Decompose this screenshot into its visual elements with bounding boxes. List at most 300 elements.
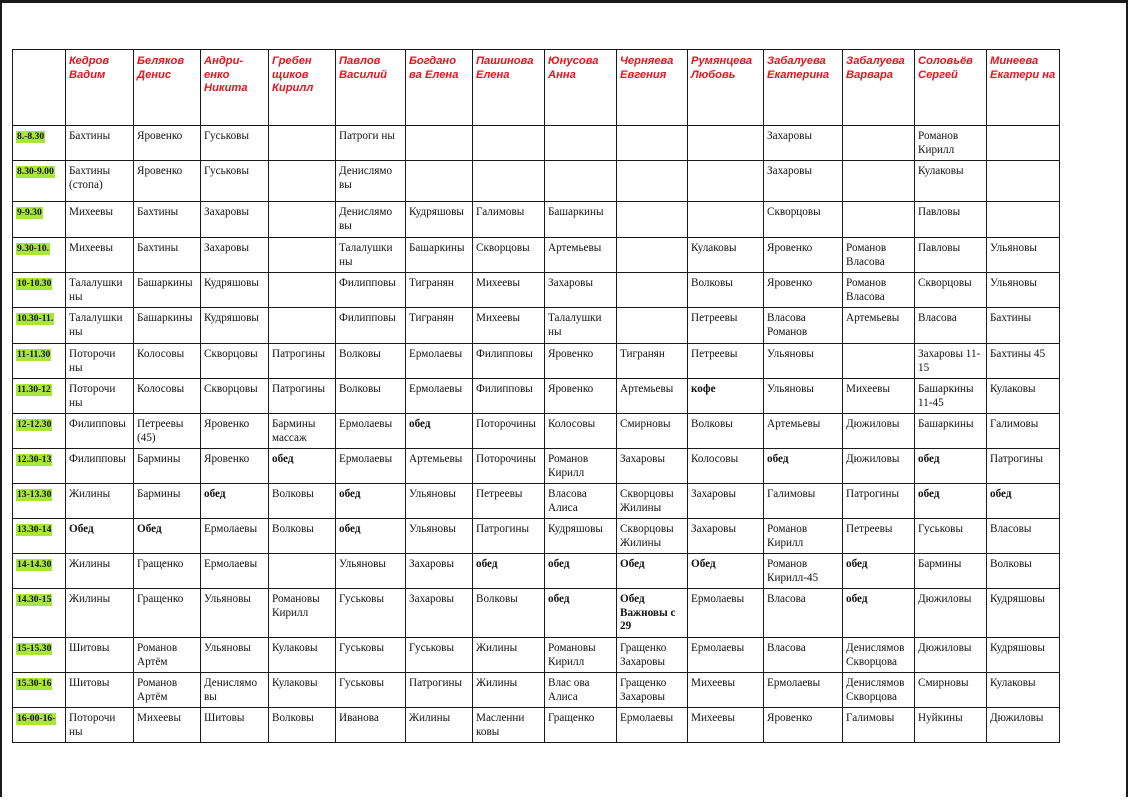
schedule-cell: Колосовы xyxy=(134,379,201,414)
schedule-cell xyxy=(473,126,545,161)
schedule-cell: Петреевы (45) xyxy=(134,414,201,449)
schedule-cell: обед xyxy=(406,414,473,449)
schedule-cell: Кудряшовы xyxy=(201,308,269,344)
schedule-cell: Романов Кирилл xyxy=(764,519,843,554)
schedule-cell: Филипповы xyxy=(473,379,545,414)
schedule-cell: Гуськовы xyxy=(406,638,473,673)
schedule-cell: обед xyxy=(336,484,406,519)
schedule-cell: Дюжиловы xyxy=(987,708,1060,743)
schedule-cell: Романовы Кирилл xyxy=(545,638,617,673)
schedule-cell: Дюжиловы xyxy=(915,638,987,673)
schedule-cell: обед xyxy=(545,589,617,638)
table-row xyxy=(13,554,1060,589)
schedule-cell: Поторочины xyxy=(473,414,545,449)
schedule-cell: Власова xyxy=(764,589,843,638)
schedule-cell: Галимовы xyxy=(843,708,915,743)
header-child-name: Юнусова Анна xyxy=(545,50,617,126)
schedule-cell: Ермолаевы xyxy=(201,554,269,589)
schedule-cell: Патрогины xyxy=(843,484,915,519)
schedule-cell: обед xyxy=(764,449,843,484)
schedule-cell: Волковы xyxy=(269,519,336,554)
schedule-cell: Власова xyxy=(764,638,843,673)
schedule-cell: Патроги ны xyxy=(336,126,406,161)
schedule-cell: Галимовы xyxy=(764,484,843,519)
schedule-cell: обед xyxy=(987,484,1060,519)
schedule-cell: Скворцовы xyxy=(915,273,987,308)
schedule-cell: Гуськовы xyxy=(915,519,987,554)
schedule-cell: Башаркины xyxy=(134,273,201,308)
schedule-cell: Башаркины xyxy=(134,308,201,344)
schedule-cell: Михеевы xyxy=(66,238,134,273)
table-row xyxy=(13,673,1060,708)
table-row xyxy=(13,344,1060,379)
schedule-cell: Михеевы xyxy=(473,308,545,344)
time-slot-label: 13-13.30 xyxy=(17,489,52,500)
schedule-cell: Артемьевы xyxy=(545,238,617,273)
schedule-cell: Захаровы xyxy=(617,449,688,484)
time-slot-label: 16-00-16- xyxy=(17,713,56,724)
schedule-cell: Гуськовы xyxy=(201,126,269,161)
header-child-name: Минеева Екатери на xyxy=(987,50,1060,126)
schedule-cell xyxy=(987,202,1060,238)
schedule-cell: Гуськовы xyxy=(336,589,406,638)
schedule-cell: кофе xyxy=(688,379,764,414)
schedule-cell: Бахтины xyxy=(134,202,201,238)
schedule-cell: Ермолаевы xyxy=(688,638,764,673)
schedule-cell: Бахтины xyxy=(66,126,134,161)
time-slot-label: 12-12.30 xyxy=(17,419,52,430)
schedule-cell: Гращенко Захаровы xyxy=(617,638,688,673)
time-slot-cell xyxy=(13,638,66,673)
schedule-cell: Поторочи ны xyxy=(66,379,134,414)
schedule-cell: Ермолаевы xyxy=(406,379,473,414)
schedule-cell: Романов Власова xyxy=(843,238,915,273)
schedule-cell: Обед xyxy=(617,554,688,589)
schedule-cell: Обед xyxy=(134,519,201,554)
schedule-cell: Ульяновы xyxy=(336,554,406,589)
schedule-cell: Захаровы xyxy=(406,589,473,638)
schedule-cell: Михеевы xyxy=(134,708,201,743)
schedule-cell: обед xyxy=(269,449,336,484)
schedule-cell: Волковы xyxy=(336,344,406,379)
schedule-cell xyxy=(269,161,336,202)
schedule-table xyxy=(12,49,1060,743)
schedule-cell xyxy=(843,161,915,202)
schedule-cell: Власова xyxy=(915,308,987,344)
schedule-cell xyxy=(688,161,764,202)
schedule-cell: Жилины xyxy=(66,554,134,589)
schedule-cell: Жилины xyxy=(406,708,473,743)
schedule-cell: Захаровы 11-15 xyxy=(915,344,987,379)
time-slot-label: 9-9.30 xyxy=(17,207,42,218)
schedule-cell xyxy=(617,273,688,308)
schedule-cell: Ульяновы xyxy=(987,238,1060,273)
time-slot-label: 8.-8.30 xyxy=(17,131,45,142)
schedule-cell: Ульяновы xyxy=(987,273,1060,308)
table-row xyxy=(13,519,1060,554)
schedule-cell xyxy=(617,202,688,238)
schedule-cell xyxy=(269,308,336,344)
schedule-cell: Бармины xyxy=(134,449,201,484)
schedule-cell: Шитовы xyxy=(201,708,269,743)
schedule-cell: Гуськовы xyxy=(336,638,406,673)
schedule-cell: Яровенко xyxy=(134,126,201,161)
time-slot-cell xyxy=(13,308,66,344)
schedule-cell: Захаровы xyxy=(545,273,617,308)
schedule-cell: Гращенко Захаровы xyxy=(617,673,688,708)
schedule-cell xyxy=(269,273,336,308)
header-child-name: Румянцева Любовь xyxy=(688,50,764,126)
schedule-cell: Патрогины xyxy=(473,519,545,554)
schedule-cell: Романов Кирилл xyxy=(915,126,987,161)
schedule-cell: обед xyxy=(843,554,915,589)
schedule-cell: Обед xyxy=(688,554,764,589)
schedule-cell: Захаровы xyxy=(406,554,473,589)
schedule-cell: Филипповы xyxy=(473,344,545,379)
schedule-cell: Колосовы xyxy=(688,449,764,484)
schedule-cell: Гращенко xyxy=(545,708,617,743)
schedule-cell: Яровенко xyxy=(134,161,201,202)
schedule-cell: Ермолаевы xyxy=(336,414,406,449)
time-slot-cell xyxy=(13,126,66,161)
schedule-cell: Захаровы xyxy=(688,519,764,554)
schedule-cell: Филипповы xyxy=(336,308,406,344)
schedule-cell xyxy=(269,126,336,161)
schedule-cell: обед xyxy=(915,449,987,484)
table-row xyxy=(13,414,1060,449)
schedule-cell: Яровенко xyxy=(764,708,843,743)
schedule-cell: Бармины xyxy=(915,554,987,589)
schedule-cell: Денислямо вы xyxy=(336,161,406,202)
schedule-cell: Петреевы xyxy=(473,484,545,519)
schedule-cell: Кулаковы xyxy=(269,673,336,708)
schedule-cell: Романов Артём xyxy=(134,638,201,673)
table-row xyxy=(13,638,1060,673)
schedule-cell: Башаркины 11-45 xyxy=(915,379,987,414)
schedule-cell: Захаровы xyxy=(764,161,843,202)
schedule-cell xyxy=(617,238,688,273)
schedule-cell: Ермолаевы xyxy=(201,519,269,554)
time-slot-cell xyxy=(13,202,66,238)
time-slot-label: 14-14.30 xyxy=(17,559,52,570)
schedule-cell: Башаркины xyxy=(545,202,617,238)
time-slot-cell xyxy=(13,161,66,202)
schedule-cell: Патрогины xyxy=(406,673,473,708)
schedule-cell: Скворцовы Жилины xyxy=(617,519,688,554)
schedule-cell xyxy=(688,202,764,238)
schedule-cell: Захаровы xyxy=(688,484,764,519)
schedule-cell: Павловы xyxy=(915,202,987,238)
header-child-name: Соловьёв Сергей xyxy=(915,50,987,126)
time-slot-cell xyxy=(13,589,66,638)
header-child-name: Забалуева Екатерина xyxy=(764,50,843,126)
schedule-cell: Денислямов Скворцова xyxy=(843,638,915,673)
time-slot-cell xyxy=(13,238,66,273)
schedule-cell: Яровенко xyxy=(764,273,843,308)
schedule-cell: Михеевы xyxy=(688,708,764,743)
time-slot-label: 11.30-12 xyxy=(17,384,51,395)
table-row xyxy=(13,308,1060,344)
schedule-cell: Бахтины xyxy=(987,308,1060,344)
time-slot-label: 10.30-11. xyxy=(17,313,54,324)
table-row xyxy=(13,238,1060,273)
schedule-cell: Талалушки ны xyxy=(336,238,406,273)
schedule-cell: Ульяновы xyxy=(201,638,269,673)
schedule-cell xyxy=(843,126,915,161)
schedule-cell xyxy=(406,161,473,202)
schedule-cell: Романов Кирилл xyxy=(545,449,617,484)
schedule-cell xyxy=(987,126,1060,161)
schedule-cell: Ермолаевы xyxy=(764,673,843,708)
table-row xyxy=(13,708,1060,743)
schedule-cell: Романов Власова xyxy=(843,273,915,308)
time-slot-cell xyxy=(13,673,66,708)
header-corner-cell xyxy=(13,50,66,126)
schedule-cell: Тигранян xyxy=(406,308,473,344)
schedule-cell: Дюжиловы xyxy=(843,414,915,449)
schedule-cell: Волковы xyxy=(688,414,764,449)
schedule-cell: обед xyxy=(336,519,406,554)
schedule-cell: Колосовы xyxy=(545,414,617,449)
schedule-cell: Обед xyxy=(66,519,134,554)
schedule-cell: Патрогины xyxy=(269,379,336,414)
schedule-cell: Кулаковы xyxy=(987,379,1060,414)
header-child-name: Павлов Василий xyxy=(336,50,406,126)
schedule-cell: Скворцовы xyxy=(473,238,545,273)
schedule-cell: Влас ова Алиса xyxy=(545,673,617,708)
schedule-cell xyxy=(617,126,688,161)
schedule-cell: Артемьевы xyxy=(617,379,688,414)
schedule-cell: Масленни ковы xyxy=(473,708,545,743)
schedule-cell xyxy=(406,126,473,161)
table-row xyxy=(13,484,1060,519)
schedule-cell: обед xyxy=(915,484,987,519)
time-slot-label: 15-15.30 xyxy=(17,643,52,654)
schedule-cell: Ермолаевы xyxy=(336,449,406,484)
header-child-name: Черняева Евгения xyxy=(617,50,688,126)
schedule-cell: Романов Артём xyxy=(134,673,201,708)
time-slot-label: 10-10.30 xyxy=(17,278,52,289)
header-child-name: Беляков Денис xyxy=(134,50,201,126)
schedule-cell: Яровенко xyxy=(764,238,843,273)
time-slot-label: 8.30-9.00 xyxy=(17,166,54,177)
schedule-cell xyxy=(545,161,617,202)
schedule-cell: обед xyxy=(201,484,269,519)
schedule-cell: Волковы xyxy=(336,379,406,414)
schedule-cell: Власова Романов xyxy=(764,308,843,344)
time-slot-cell xyxy=(13,708,66,743)
schedule-cell: Власовы xyxy=(987,519,1060,554)
schedule-cell: Бармины массаж xyxy=(269,414,336,449)
schedule-cell: Дюжиловы xyxy=(915,589,987,638)
schedule-cell: Гуськовы xyxy=(336,673,406,708)
schedule-cell: Павловы xyxy=(915,238,987,273)
schedule-cell: Талалушки ны xyxy=(66,273,134,308)
schedule-cell: Колосовы xyxy=(134,344,201,379)
time-slot-cell xyxy=(13,554,66,589)
header-child-name: Пашинова Елена xyxy=(473,50,545,126)
schedule-cell: Башаркины xyxy=(915,414,987,449)
schedule-cell: Смирновы xyxy=(617,414,688,449)
schedule-cell: Филипповы xyxy=(66,414,134,449)
time-slot-label: 11-11.30 xyxy=(17,349,51,360)
schedule-cell: Жилины xyxy=(66,589,134,638)
schedule-cell: Ермолаевы xyxy=(688,589,764,638)
schedule-cell: Скворцовы Жилины xyxy=(617,484,688,519)
time-slot-cell xyxy=(13,414,66,449)
time-slot-label: 13.30-14 xyxy=(17,524,52,535)
schedule-cell: Яровенко xyxy=(545,344,617,379)
schedule-cell: Волковы xyxy=(269,484,336,519)
schedule-cell xyxy=(269,554,336,589)
header-row xyxy=(13,50,1060,126)
schedule-cell: Скворцовы xyxy=(201,379,269,414)
schedule-cell: Патрогины xyxy=(987,449,1060,484)
schedule-cell: Шитовы xyxy=(66,638,134,673)
schedule-cell: обед xyxy=(473,554,545,589)
schedule-cell: Романов Кирилл-45 xyxy=(764,554,843,589)
schedule-cell: Патрогины xyxy=(269,344,336,379)
schedule-cell: Петреевы xyxy=(688,344,764,379)
time-slot-cell xyxy=(13,273,66,308)
schedule-cell: Артемьевы xyxy=(843,308,915,344)
schedule-cell: Гращенко xyxy=(134,554,201,589)
schedule-cell: Ульяновы xyxy=(406,519,473,554)
schedule-cell xyxy=(473,161,545,202)
schedule-cell: Талалушки ны xyxy=(545,308,617,344)
schedule-cell: Поторочины xyxy=(473,449,545,484)
time-slot-label: 15.30-16 xyxy=(17,678,52,689)
schedule-cell: Петреевы xyxy=(843,519,915,554)
schedule-cell: Иванова xyxy=(336,708,406,743)
schedule-cell xyxy=(617,308,688,344)
schedule-cell: Денислямов Скворцова xyxy=(843,673,915,708)
schedule-cell: Кулаковы xyxy=(688,238,764,273)
time-slot-label: 12.30-13 xyxy=(17,454,52,465)
schedule-cell: Талалушки ны xyxy=(66,308,134,344)
table-row xyxy=(13,379,1060,414)
schedule-cell: Ульяновы xyxy=(764,379,843,414)
schedule-cell: Волковы xyxy=(473,589,545,638)
schedule-cell: Ульяновы xyxy=(201,589,269,638)
schedule-cell: Кулаковы xyxy=(915,161,987,202)
schedule-cell: Михеевы xyxy=(473,273,545,308)
table-row xyxy=(13,589,1060,638)
schedule-cell xyxy=(987,161,1060,202)
time-slot-cell xyxy=(13,449,66,484)
time-slot-cell xyxy=(13,519,66,554)
header-child-name: Богдано ва Елена xyxy=(406,50,473,126)
schedule-cell: Галимовы xyxy=(987,414,1060,449)
schedule-cell: Шитовы xyxy=(66,673,134,708)
schedule-cell: Денислямо вы xyxy=(201,673,269,708)
header-child-name: Забалуева Варвара xyxy=(843,50,915,126)
schedule-cell: Волковы xyxy=(688,273,764,308)
schedule-cell: Поторочи ны xyxy=(66,344,134,379)
schedule-cell: Петреевы xyxy=(688,308,764,344)
schedule-cell xyxy=(617,161,688,202)
schedule-cell: Скворцовы xyxy=(764,202,843,238)
schedule-cell: Романовы Кирилл xyxy=(269,589,336,638)
time-slot-label: 9.30-10. xyxy=(17,243,49,254)
header-child-name: Гребен щиков Кирилл xyxy=(269,50,336,126)
table-row xyxy=(13,449,1060,484)
schedule-cell: Бармины xyxy=(134,484,201,519)
schedule-cell: Дюжиловы xyxy=(843,449,915,484)
schedule-cell: Денислямо вы xyxy=(336,202,406,238)
schedule-cell: Кудряшовы xyxy=(201,273,269,308)
schedule-cell: Смирновы xyxy=(915,673,987,708)
schedule-cell: Артемьевы xyxy=(764,414,843,449)
schedule-cell: Бахтины xyxy=(134,238,201,273)
schedule-cell: Обед Важновы с 29 xyxy=(617,589,688,638)
schedule-cell: Нуйкины xyxy=(915,708,987,743)
schedule-cell: Кудряшовы xyxy=(545,519,617,554)
schedule-cell: Ермолаевы xyxy=(617,708,688,743)
schedule-cell: Филипповы xyxy=(66,449,134,484)
schedule-cell xyxy=(545,126,617,161)
schedule-cell xyxy=(843,202,915,238)
table-row xyxy=(13,126,1060,161)
schedule-cell: Жилины xyxy=(473,638,545,673)
schedule-cell xyxy=(688,126,764,161)
schedule-cell: Тигранян xyxy=(617,344,688,379)
header-child-name: Кедров Вадим xyxy=(66,50,134,126)
time-slot-cell xyxy=(13,484,66,519)
schedule-cell: Жилины xyxy=(473,673,545,708)
schedule-cell: Галимовы xyxy=(473,202,545,238)
schedule-cell: Кудряшовы xyxy=(987,589,1060,638)
schedule-cell: Жилины xyxy=(66,484,134,519)
schedule-cell: Ермолаевы xyxy=(406,344,473,379)
schedule-cell: Волковы xyxy=(987,554,1060,589)
schedule-cell: Захаровы xyxy=(764,126,843,161)
time-slot-cell xyxy=(13,379,66,414)
schedule-cell: Михеевы xyxy=(66,202,134,238)
table-row xyxy=(13,273,1060,308)
schedule-cell: Кудряшовы xyxy=(406,202,473,238)
schedule-cell: Ульяновы xyxy=(764,344,843,379)
schedule-cell: Михеевы xyxy=(843,379,915,414)
table-row xyxy=(13,202,1060,238)
schedule-cell: Гуськовы xyxy=(201,161,269,202)
schedule-cell: Михеевы xyxy=(688,673,764,708)
schedule-cell xyxy=(269,202,336,238)
schedule-cell: обед xyxy=(843,589,915,638)
schedule-cell: Ульяновы xyxy=(406,484,473,519)
schedule-cell: Власова Алиса xyxy=(545,484,617,519)
schedule-cell: Скворцовы xyxy=(201,344,269,379)
schedule-cell: Яровенко xyxy=(545,379,617,414)
time-slot-cell xyxy=(13,344,66,379)
schedule-cell xyxy=(843,344,915,379)
schedule-cell: Бахтины (стопа) xyxy=(66,161,134,202)
schedule-cell: Башаркины xyxy=(406,238,473,273)
schedule-cell: Яровенко xyxy=(201,449,269,484)
schedule-cell: Захаровы xyxy=(201,238,269,273)
schedule-cell: Яровенко xyxy=(201,414,269,449)
schedule-cell: Волковы xyxy=(269,708,336,743)
schedule-cell: Кулаковы xyxy=(269,638,336,673)
schedule-cell: обед xyxy=(545,554,617,589)
table-row xyxy=(13,161,1060,202)
schedule-cell xyxy=(269,238,336,273)
schedule-body xyxy=(13,126,1060,743)
time-slot-label: 14.30-15 xyxy=(17,594,52,605)
schedule-cell: Гращенко xyxy=(134,589,201,638)
schedule-cell: Бахтины 45 xyxy=(987,344,1060,379)
schedule-cell: Кудряшовы xyxy=(987,638,1060,673)
